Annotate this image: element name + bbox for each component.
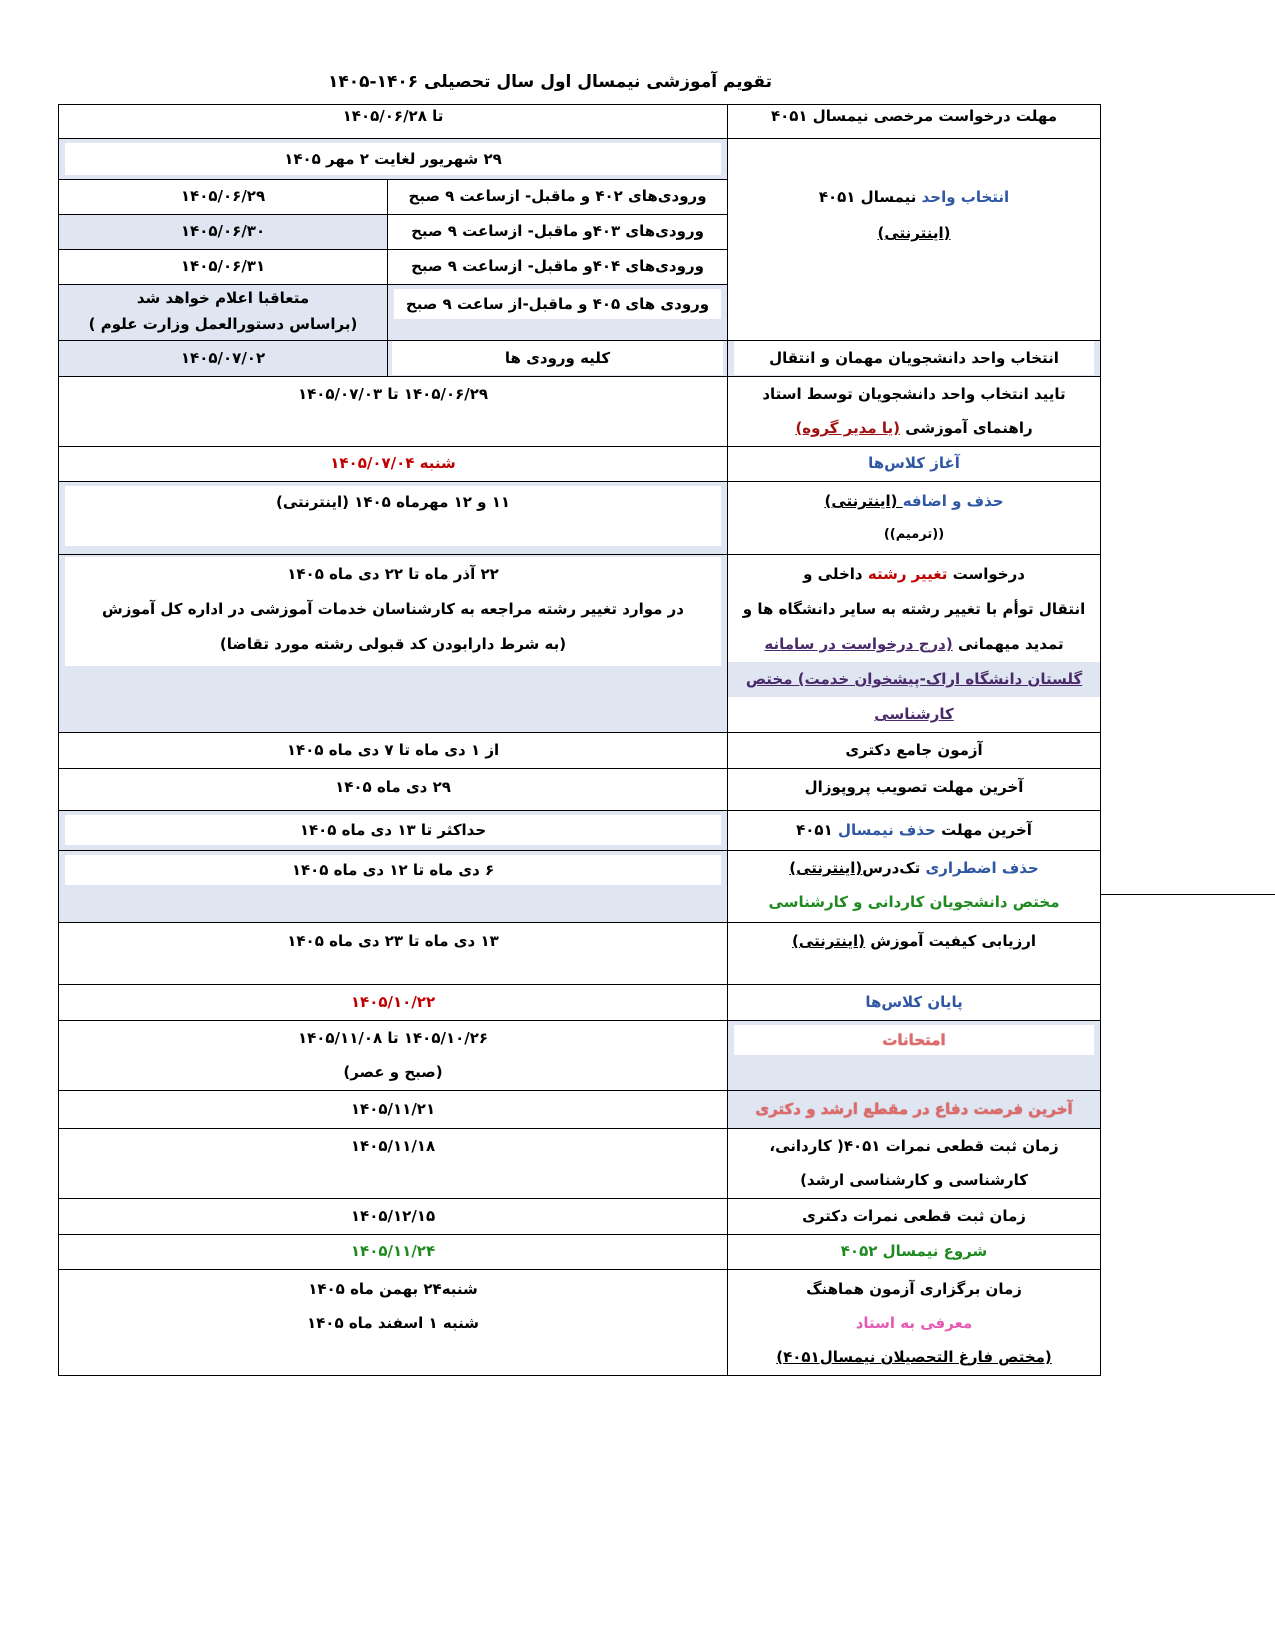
- group-text: ورودی های ۴۰۵ و ماقبل-از ساعت ۹ صبح: [394, 289, 721, 319]
- group-cell: ورودی‌های ۴۰۲ و ماقبل- ازساعت ۹ صبح: [388, 180, 728, 215]
- table-row: [59, 555, 1101, 733]
- row-value: [59, 139, 728, 180]
- label-text: ۴۰۵۱: [796, 821, 838, 839]
- label-text: تک‌درس: [862, 859, 926, 877]
- row-value: [59, 1270, 728, 1376]
- label-highlight: انتخاب واحد: [921, 188, 1010, 206]
- label-highlight: امتحانات: [734, 1025, 1094, 1055]
- label-text: آخرین مهلت: [935, 821, 1032, 839]
- row-value: ۲۹ دی ماه ۱۴۰۵: [59, 769, 728, 811]
- value-text: شنبه ۱ اسفند ماه ۱۴۰۵: [306, 1314, 480, 1332]
- value-text: (به شرط دارابودن کد قبولی رشته مورد تقاضا): [219, 635, 567, 653]
- value-text: حداکثر تا ۱۳ دی ماه ۱۴۰۵: [65, 815, 721, 845]
- group-cell: [388, 341, 728, 377]
- value-text: ۱۴۰۵/۱۰/۲۶ تا ۱۴۰۵/۱۱/۰۸: [297, 1029, 489, 1047]
- label-highlight: حذف نیمسال: [837, 821, 936, 839]
- table-row: [59, 1270, 1101, 1376]
- row-value: شنبه ۱۴۰۵/۰۷/۰۴: [59, 447, 728, 482]
- table-row: [59, 341, 1101, 377]
- row-label: زمان ثبت قطعی نمرات دکتری: [728, 1199, 1101, 1235]
- row-value: ۱۴۰۵/۱۱/۱۸: [59, 1129, 728, 1199]
- table-row: [59, 105, 1101, 139]
- label-text: ارزیابی کیفیت آموزش: [865, 932, 1036, 950]
- group-cell: ورودی‌های ۴۰۴و ماقبل- ازساعت ۹ صبح: [388, 250, 728, 285]
- label-text: نیمسال ۴۰۵۱: [818, 188, 922, 206]
- table-row: [59, 1021, 1101, 1091]
- value-text: در موارد تغییر رشته مراجعه به کارشناسان خدمات آموزشی در اداره کل آموزش: [102, 600, 684, 618]
- label-note: (اینترنتی): [824, 492, 903, 510]
- row-label: [728, 139, 1101, 341]
- calendar-table: [58, 104, 1101, 1376]
- row-label: [728, 377, 1101, 447]
- table-row: [59, 1091, 1101, 1129]
- divider: [1100, 894, 1275, 895]
- label-text: کارشناسی و کارشناسی ارشد): [800, 1171, 1028, 1189]
- row-label: [728, 1129, 1101, 1199]
- row-label: [728, 555, 1101, 733]
- date-note-sub: (براساس دستورالعمل وزارت علوم ): [88, 315, 358, 333]
- row-value: تا ۱۴۰۵/۰۶/۲۸: [59, 105, 728, 139]
- row-label: مهلت درخواست مرخصی نیمسال ۴۰۵۱: [728, 105, 1101, 139]
- date-cell: ۱۴۰۵/۰۷/۰۲: [59, 341, 388, 377]
- row-value: از ۱ دی ماه تا ۷ دی ماه ۱۴۰۵: [59, 733, 728, 769]
- date-note: متعاقبا اعلام خواهد شد: [136, 289, 310, 307]
- date-cell: ۱۴۰۵/۰۶/۲۹: [59, 180, 388, 215]
- row-value: ۱۴۰۵/۱۱/۲۱: [59, 1091, 728, 1129]
- date-cell: ۱۴۰۵/۰۶/۳۰: [59, 215, 388, 250]
- row-label: [728, 1021, 1101, 1091]
- label-note: (اینترنتی): [789, 859, 863, 877]
- table-row: [59, 447, 1101, 482]
- row-label: [728, 923, 1101, 985]
- page-title: تقویم آموزشی نیمسال اول سال تحصیلی ۱۴۰۶-۱۴۰۵: [328, 72, 772, 92]
- table-row: [59, 811, 1101, 851]
- label-note: (مختص فارغ التحصیلان نیمسال۴۰۵۱): [776, 1348, 1052, 1366]
- label-link-text: (درج درخواست در سامانه: [764, 635, 953, 653]
- row-label: شروع نیمسال ۴۰۵۲: [728, 1235, 1101, 1270]
- label-highlight: تغییر رشته: [867, 565, 948, 583]
- table-row: [59, 1235, 1101, 1270]
- table-row: [59, 769, 1101, 811]
- row-label: [728, 851, 1101, 923]
- label-link-text: گلستان دانشگاه اراک-پیشخوان خدمت) مختص: [728, 662, 1100, 697]
- row-value: [59, 811, 728, 851]
- label-text: زمان ثبت قطعی نمرات ۴۰۵۱( کاردانی،: [769, 1137, 1059, 1155]
- table-row: [59, 851, 1101, 923]
- label-note: (اینترنتی): [792, 932, 866, 950]
- value-text: ۱۱ و ۱۲ مهرماه ۱۴۰۵ (اینترنتی): [65, 486, 721, 546]
- row-value: ۱۴۰۵/۰۶/۲۹ تا ۱۴۰۵/۰۷/۰۳: [59, 377, 728, 447]
- row-label: [728, 1270, 1101, 1376]
- row-value: [59, 1021, 728, 1091]
- row-label: آخرین فرصت دفاع در مقطع ارشد و دکتری: [728, 1091, 1101, 1129]
- group-text: کلیه ورودی ها: [392, 341, 723, 375]
- row-label: آخرین مهلت تصویب پروپوزال: [728, 769, 1101, 811]
- row-value: ۱۳ دی ماه تا ۲۳ دی ماه ۱۴۰۵: [59, 923, 728, 985]
- label-text: انتخاب واحد دانشجویان مهمان و انتقال: [734, 341, 1094, 375]
- row-value: [59, 851, 728, 923]
- date-cell: ۱۴۰۵/۰۶/۳۱: [59, 250, 388, 285]
- label-note: (یا مدیر گروه): [795, 419, 901, 437]
- selection-header: ۲۹ شهریور لغایت ۲ مهر ۱۴۰۵: [65, 143, 721, 175]
- row-value: ۱۴۰۵/۱۲/۱۵: [59, 1199, 728, 1235]
- date-cell: [59, 285, 388, 341]
- row-label: آغاز کلاس‌ها: [728, 447, 1101, 482]
- label-highlight: معرفی به استاد: [855, 1314, 973, 1332]
- label-note: مختص دانشجویان کاردانی و کارشناسی: [768, 893, 1060, 911]
- label-text: تایید انتخاب واحد دانشجویان توسط استاد: [762, 385, 1066, 403]
- label-highlight: حذف و اضافه: [902, 492, 1004, 510]
- label-note: (اینترنتی): [877, 224, 951, 242]
- label-text: زمان برگزاری آزمون هماهنگ: [806, 1280, 1022, 1298]
- row-label: پایان کلاس‌ها: [728, 985, 1101, 1021]
- label-text: داخلی و: [803, 565, 868, 583]
- value-text: (صبح و عصر): [343, 1063, 443, 1081]
- value-text: شنبه۲۴ بهمن ماه ۱۴۰۵: [308, 1280, 478, 1298]
- table-row: [59, 377, 1101, 447]
- row-label: آزمون جامع دکتری: [728, 733, 1101, 769]
- label-text: راهنمای آموزشی: [900, 419, 1033, 437]
- table-row: [59, 482, 1101, 555]
- table-row: [59, 1129, 1101, 1199]
- table-row: [59, 139, 1101, 180]
- label-link-text: کارشناسی: [874, 705, 954, 723]
- label-highlight: حذف اضطراری: [925, 859, 1039, 877]
- table-row: [59, 923, 1101, 985]
- row-value: ۱۴۰۵/۱۰/۲۲: [59, 985, 728, 1021]
- row-label: [728, 482, 1101, 555]
- label-text: تمدید میهمانی: [952, 635, 1064, 653]
- row-value: [59, 482, 728, 555]
- table-row: [59, 733, 1101, 769]
- label-text: درخواست: [947, 565, 1025, 583]
- group-cell: [388, 285, 728, 341]
- table-row: [59, 985, 1101, 1021]
- value-text: ۲۲ آذر ماه تا ۲۲ دی ماه ۱۴۰۵: [287, 565, 499, 583]
- row-label: [728, 341, 1101, 377]
- table-row: [59, 1199, 1101, 1235]
- label-text: انتقال توأم با تغییر رشته به سایر دانشگاه ها و: [742, 600, 1086, 618]
- row-value: [59, 555, 728, 733]
- row-label: [728, 811, 1101, 851]
- group-cell: ورودی‌های ۴۰۳و ماقبل- ازساعت ۹ صبح: [388, 215, 728, 250]
- row-value: ۱۴۰۵/۱۱/۲۴: [59, 1235, 728, 1270]
- label-note: ((ترمیم)): [883, 527, 945, 542]
- value-text: ۶ دی ماه تا ۱۲ دی ماه ۱۴۰۵: [65, 855, 721, 885]
